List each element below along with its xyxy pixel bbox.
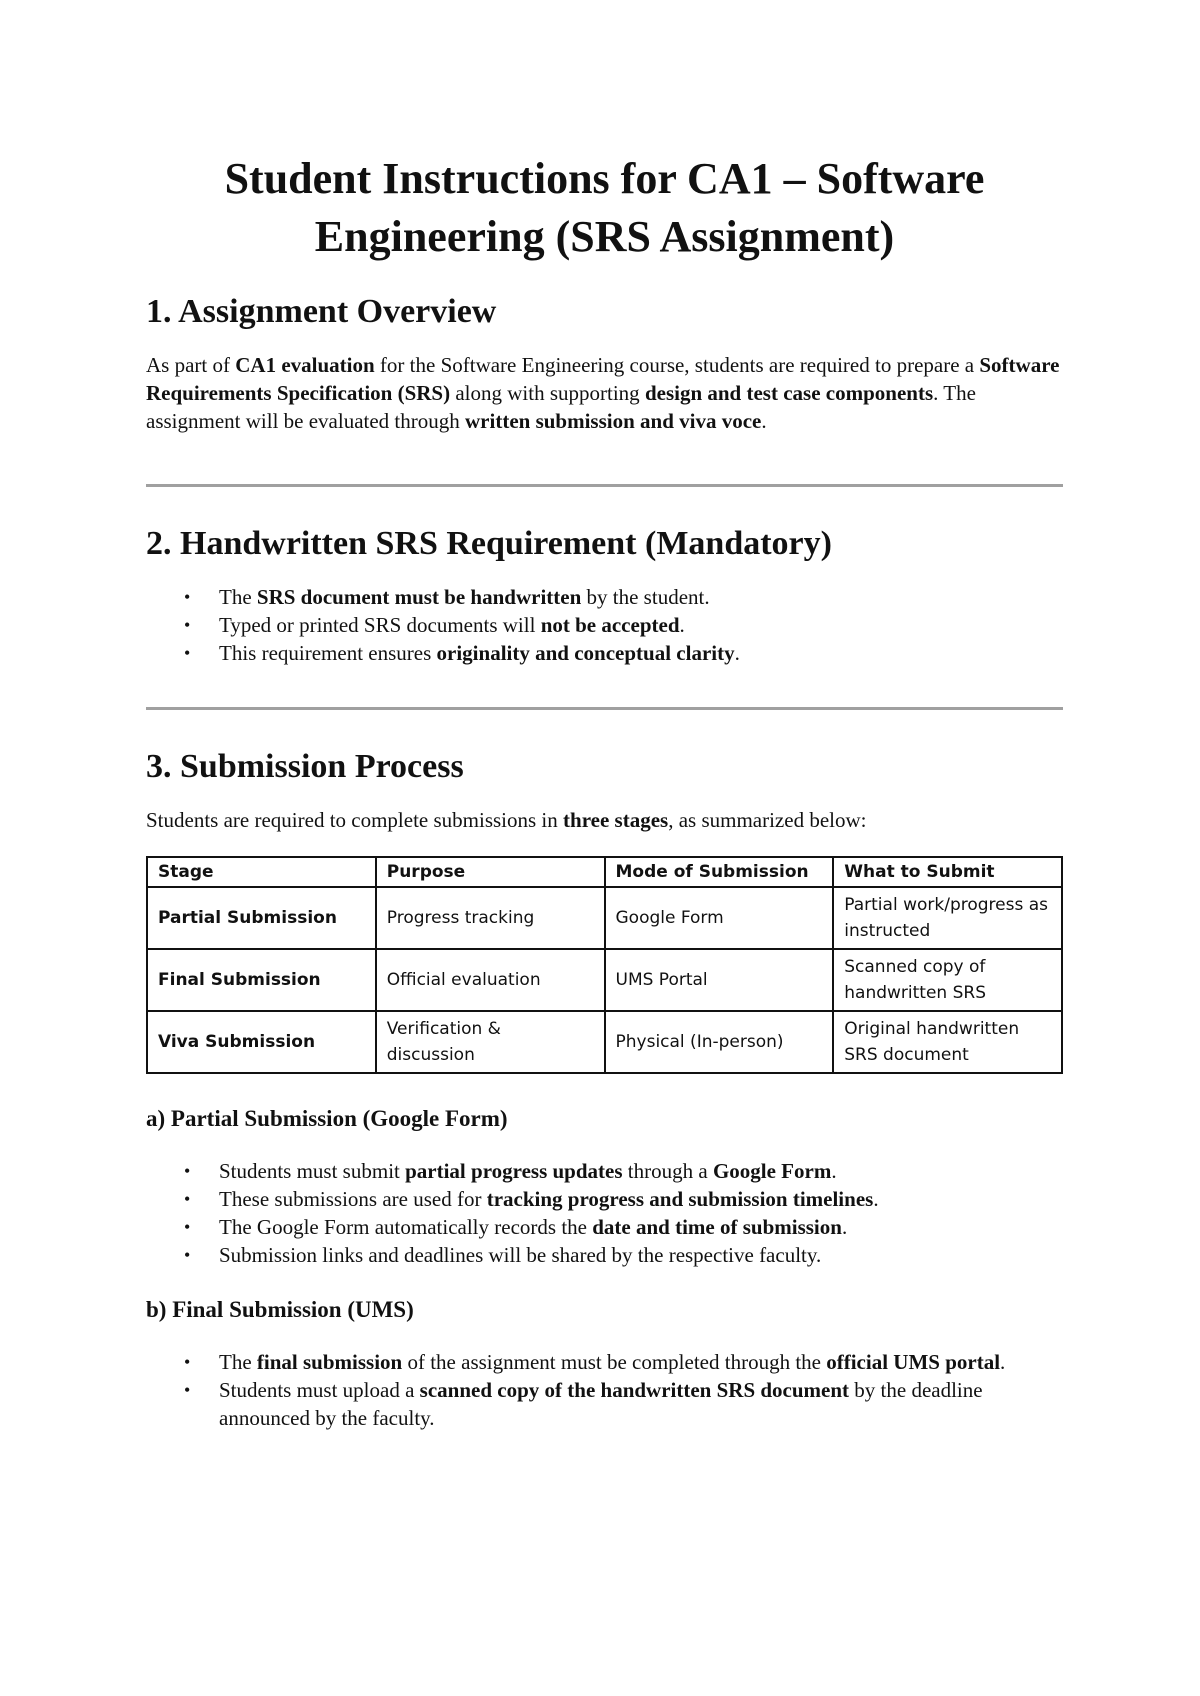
list-item: • Typed or printed SRS documents will not be accepted. (219, 611, 1063, 639)
table-cell: Verification & discussion (376, 1011, 605, 1073)
table-cell: Physical (In-person) (605, 1011, 834, 1073)
bold-text: official UMS portal (826, 1350, 1001, 1374)
table-row (147, 1011, 1062, 1073)
list-item: • Students must submit partial progress updates through a Google Form. (219, 1157, 1063, 1185)
list-item: • Submission links and deadlines will be shared by the respective faculty. (219, 1241, 1063, 1269)
list-item: • Students must upload a scanned copy of the handwritten SRS document by the deadline announced by the faculty. (219, 1376, 1063, 1432)
submission-table (146, 856, 1063, 1074)
bold-text: not be accepted (540, 613, 680, 637)
table-cell: Scanned copy of handwritten SRS (833, 949, 1062, 1011)
overview-paragraph: As part of CA1 evaluation for the Software Engineering course, students are required to prepare a Software Requirements Specification (SRS) along with supporting design and test case components. The assignment will be evaluated through written submission and viva voce. (146, 353, 1060, 433)
bold-text: design and test case components (644, 381, 934, 405)
final-submission-bullets (146, 1348, 1063, 1432)
bold-text: final submission (256, 1350, 403, 1374)
table-cell: Google Form (605, 887, 834, 949)
list-item: • These submissions are used for tracking progress and submission timelines. (219, 1185, 1063, 1213)
table-cell-stage: Final Submission (147, 949, 376, 1011)
document-page (146, 150, 1063, 1432)
table-row (147, 887, 1062, 949)
table-cell: Partial work/progress as instructed (833, 887, 1062, 949)
final-submission-heading: b) Final Submission (UMS) (146, 1297, 414, 1322)
bold-text: scanned copy of the handwritten SRS document (419, 1378, 850, 1402)
bold-text: partial progress updates (405, 1159, 623, 1183)
partial-submission-heading: a) Partial Submission (Google Form) (146, 1106, 508, 1131)
bold-text: tracking progress and submission timelines (486, 1187, 874, 1211)
list-item: • The SRS document must be handwritten by the student. (219, 583, 1063, 611)
overview-heading: 1. Assignment Overview (146, 293, 497, 330)
list-item: • The final submission of the assignment must be completed through the official UMS portal. (219, 1348, 1063, 1376)
table-header-cell: Mode of Submission (605, 857, 834, 887)
table-row (147, 949, 1062, 1011)
table-cell: Official evaluation (376, 949, 605, 1011)
partial-submission-bullets (146, 1157, 1063, 1269)
table-header-cell: What to Submit (833, 857, 1062, 887)
table-cell-stage: Partial Submission (147, 887, 376, 949)
list-item: • The Google Form automatically records the date and time of submission. (219, 1213, 1063, 1241)
table-header-cell: Purpose (376, 857, 605, 887)
table-cell: Original handwritten SRS document (833, 1011, 1062, 1073)
bold-text: written submission and viva voce (465, 409, 762, 433)
list-item: • This requirement ensures originality and conceptual clarity. (219, 639, 1063, 667)
bold-text: CA1 evaluation (235, 353, 375, 377)
bold-text: SRS document must be handwritten (256, 585, 582, 609)
table-cell: Progress tracking (376, 887, 605, 949)
bold-text: date and time of submission (592, 1215, 842, 1239)
submission-heading: 3. Submission Process (146, 748, 464, 785)
bold-text: three stages (563, 808, 669, 832)
bold-text: Software Requirements Specification (SRS) (146, 353, 1060, 405)
handwritten-heading: 2. Handwritten SRS Requirement (Mandatory) (146, 525, 832, 562)
document-title: Student Instructions for CA1 – Software Engineering (SRS Assignment) (224, 154, 985, 261)
section-divider (146, 707, 1063, 710)
submission-intro: Students are required to complete submissions in three stages, as summarized below: (146, 808, 867, 832)
table-header-row (147, 857, 1062, 887)
table-cell-stage: Viva Submission (147, 1011, 376, 1073)
section-divider (146, 484, 1063, 487)
table-cell: UMS Portal (605, 949, 834, 1011)
table-header-cell: Stage (147, 857, 376, 887)
bold-text: originality and conceptual clarity (436, 641, 735, 665)
bold-text: Google Form (712, 1159, 832, 1183)
handwritten-bullets (146, 583, 1063, 667)
